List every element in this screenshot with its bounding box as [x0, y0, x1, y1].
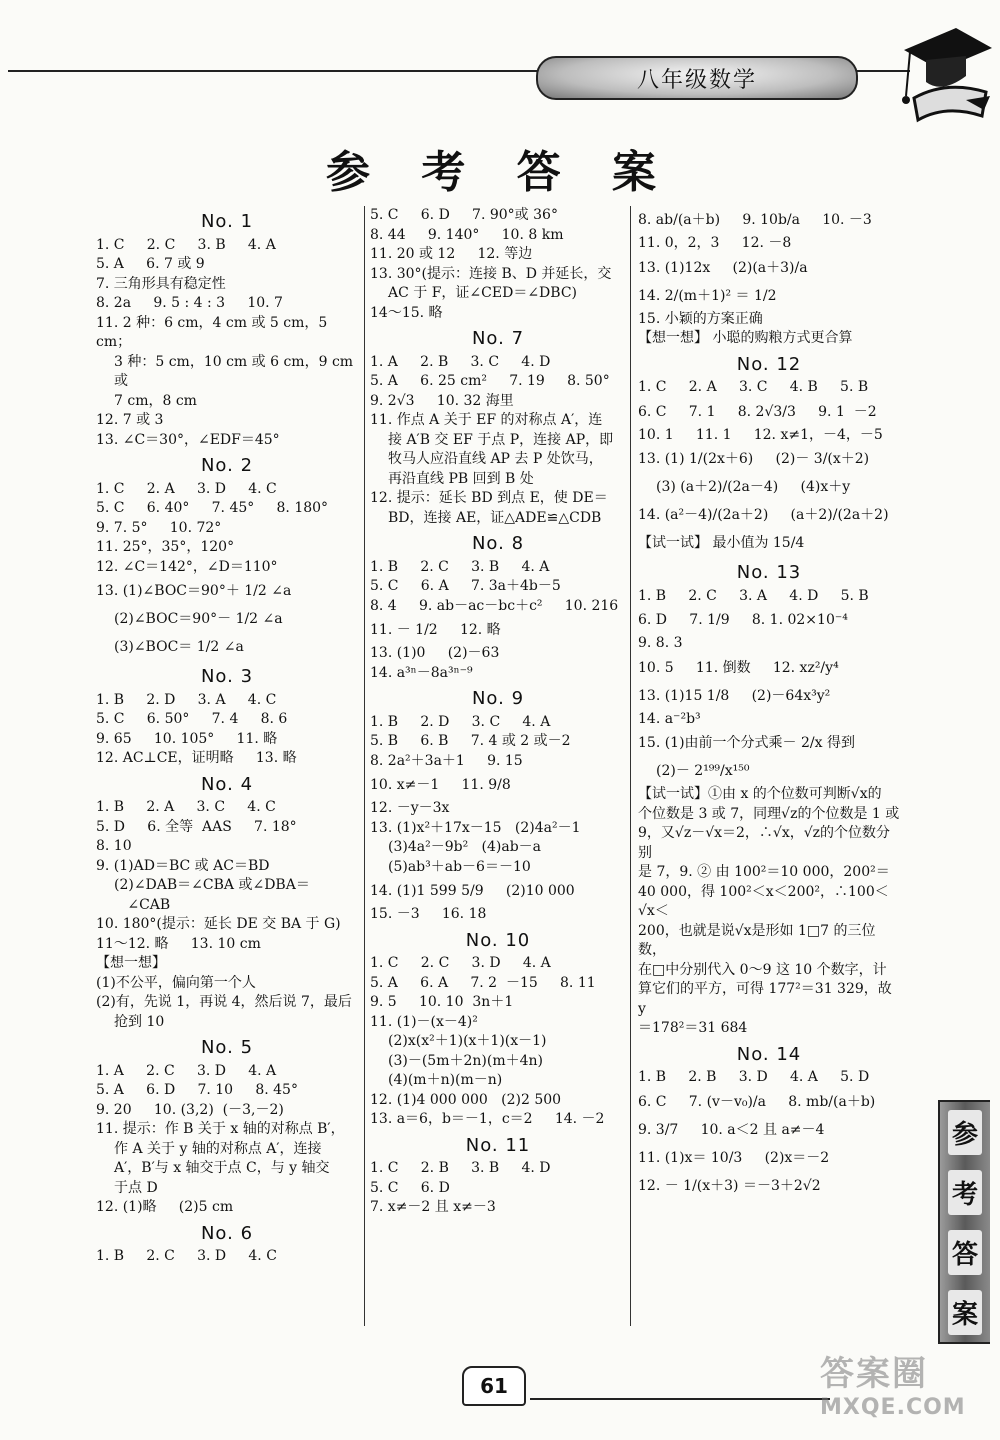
answer-line: 14. 2/(m＋1)² ＝ 1/2 [638, 287, 777, 304]
section-heading: No. 14 [736, 1043, 802, 1065]
answer-column-2 [370, 206, 626, 1218]
column-divider [630, 206, 631, 1326]
answer-line: (2)∠DAB＝∠CBA 或∠DBA＝ [114, 877, 310, 893]
answer-line: 10. 1 11. 1 12. x≠1，－4，－5 [638, 426, 883, 443]
section-heading: No. 7 [471, 328, 525, 349]
answer-line: 是 7，9. ② 由 100²＝10 000，200²＝ [638, 864, 890, 880]
answer-line: 【想一想】 [96, 955, 166, 971]
answer-line: 9. 2√3 10. 32 海里 [370, 392, 514, 409]
answer-line: 1. B 2. C 3. D 4. C [96, 1248, 277, 1264]
answer-line: 11. 提示：作 B 关于 x 轴的对称点 B′， [96, 1121, 345, 1137]
answer-line: 1. C 2. A 3. D 4. C [96, 480, 277, 497]
answer-line: 7 cm，8 cm [114, 392, 197, 409]
answer-line: 5. C 6. 40° 7. 45° 8. 180° [96, 500, 329, 516]
answer-line: 于点 D [114, 1179, 158, 1196]
answer-column-3 [638, 206, 900, 1200]
answer-line: (1)不公平，偏向第一个人 [96, 974, 256, 991]
answer-line: 9. 3/7 10. a＜2 且 a≠－4 [638, 1121, 825, 1138]
answer-line: 14. a³ⁿ－8a³ⁿ⁻⁹ [370, 664, 473, 681]
answer-line: 10. x≠－1 11. 9/8 [370, 777, 511, 793]
answer-line: 14. (1)1 599 5/9 (2)10 000 [370, 883, 575, 899]
section-heading: No. 8 [471, 533, 525, 554]
answer-line: (2)－ 2¹⁹⁹/x¹⁵⁰ [656, 763, 750, 779]
answer-line: 12. (1)略 (2)5 cm [96, 1199, 234, 1215]
answer-line: 【想一想】 小聪的购粮方式更合算 [638, 330, 853, 346]
answer-line: A′，B′与 x 轴交于点 C，与 y 轴交 [114, 1160, 330, 1176]
answer-line: 9. 8. 3 [638, 635, 683, 651]
section-heading: No. 2 [200, 455, 254, 476]
answer-line: (5)ab³＋ab－6＝－10 [388, 858, 531, 875]
answer-line: 8. ab/(a＋b) 9. 10b/a 10. －3 [638, 212, 872, 228]
header-rule-left [8, 70, 548, 72]
answer-line: 11. 20 或 12 12. 等边 [370, 246, 533, 262]
answer-line: 13. (1) 1/(2x＋6) (2)－ 3/(x＋2) [638, 451, 870, 467]
side-tab-char: 参 [948, 1110, 982, 1155]
answer-line: (2)∠BOC＝90°－ 1/2 ∠a [114, 611, 283, 627]
answer-line: 12. (1)4 000 000 (2)2 500 [370, 1091, 562, 1108]
answer-line: 6. C 7. (v－v₀)/a 8. mb/(a＋b) [638, 1093, 876, 1110]
answer-line: 13. ∠C＝30°，∠EDF＝45° [96, 431, 280, 448]
answer-line: 15. 小颖的方案正确 [638, 310, 763, 327]
answer-line: 6. C 7. 1 8. 2√3/3 9. 1 －2 [638, 403, 877, 420]
answer-line: 40 000，得 100²＜x＜200²，∴100＜√x＜ [638, 883, 889, 919]
answer-line: BD，连接 AE，证△ADE≌△CDB [388, 509, 602, 526]
answer-line: 5. A 6. D 7. 10 8. 45° [96, 1082, 298, 1098]
answer-line: 5. D 6. 全等 AAS 7. 18° [96, 818, 297, 835]
side-tab-char: 案 [948, 1290, 982, 1335]
answer-line: 1. B 2. D 3. A 4. C [96, 691, 277, 708]
answer-line: 200，也就是说√x是形如 1□7 的三位数， [638, 922, 876, 958]
answer-line: 14～15. 略 [370, 304, 443, 321]
answer-line: 算它们的平方，可得 177²＝31 329，故 y [638, 981, 897, 1017]
answer-line: 【试一试】 最小值为 15/4 [638, 535, 805, 551]
answer-line: 9. 5 10. 10 3n＋1 [370, 994, 514, 1010]
answer-line: 1. B 2. B 3. D 4. A 5. D [638, 1069, 870, 1085]
section-heading: No. 12 [736, 353, 802, 375]
answer-line: 8. 2a 9. 5 : 4 : 3 10. 7 [96, 295, 283, 311]
answer-line: 12. － 1/(x＋3) ＝－3＋2√2 [638, 1177, 821, 1194]
answer-line: 个位数是 3 或 7，同理√z的个位数是 1 或 [638, 805, 900, 822]
answer-line: 11. 25°，35°，120° [96, 539, 235, 555]
answer-line: 5. A 6. 7 或 9 [96, 256, 205, 272]
answer-line: 1. C 2. B 3. B 4. D [370, 1160, 551, 1176]
answer-line: 12. 提示：延长 BD 到点 E，使 DE＝ [370, 490, 608, 506]
answer-line: 9. 65 10. 105° 11. 略 [96, 730, 278, 747]
answer-line: 7. x≠－2 且 x≠－3 [370, 1199, 496, 1215]
answer-line: 【试一试】①由 x 的个位数可判断√x的 [638, 786, 882, 802]
section-heading: No. 13 [736, 562, 802, 583]
answer-line: 作 A 关于 y 轴的对称点 A′，连接 [114, 1140, 322, 1157]
answer-line: 1. C 2. A 3. C 4. B 5. B [638, 379, 869, 395]
graduation-cap-icon [896, 20, 994, 130]
answer-line: 12. 7 或 3 [96, 412, 164, 428]
answer-line: 15. (1)由前一个分式乘－ 2/x 得到 [638, 735, 855, 751]
answer-line: 11. (1)－(x－4)² [370, 1013, 478, 1030]
answer-line: 1. B 2. D 3. C 4. A [370, 713, 551, 730]
answer-line: 1. B 2. A 3. C 4. C [96, 799, 276, 815]
page-number: 61 [462, 1366, 526, 1406]
answer-line: 1. B 2. C 3. B 4. A [370, 558, 550, 575]
answer-line: (2)x(x²＋1)(x＋1)(x－1) [388, 1033, 547, 1049]
answer-line: 5. C 6. D 7. 90°或 36° [370, 207, 558, 223]
answer-line: 5. C 6. A 7. 3a＋4b－5 [370, 578, 561, 594]
side-tab-char: 考 [948, 1170, 982, 1215]
answer-line: ＝178²＝31 684 [638, 1020, 748, 1036]
answer-line: 7. 三角形具有稳定性 [96, 275, 226, 292]
answer-line: 9，又√z－√x＝2，∴√x，√z的个位数分别 [638, 825, 891, 861]
answer-line: 13. (1)15 1/8 (2)－64x³y² [638, 687, 831, 704]
answer-line: 12. －y－3x [370, 800, 450, 816]
answer-line: 9. (1)AD＝BC 或 AC＝BD [96, 857, 270, 874]
answer-line: 抢到 10 [114, 1013, 165, 1030]
answer-line: 5. C 6. D [370, 1179, 450, 1196]
answer-line: (4)(m＋n)(m－n) [388, 1072, 503, 1088]
answer-line: (2)有，先说 1，再说 4，然后说 7，最后 [96, 994, 352, 1010]
answer-line: 12. AC⊥CE，证明略 13. 略 [96, 750, 297, 766]
answer-line: 再沿直线 PB 回到 B 处 [388, 470, 534, 487]
section-heading: No. 10 [465, 929, 531, 951]
column-divider [364, 206, 365, 1326]
answer-line: 9. 20 10. (3,2) (－3,－2) [96, 1101, 284, 1118]
answer-line: (3)－(5m＋2n)(m＋4n) [388, 1052, 543, 1069]
section-heading: No. 11 [465, 1134, 531, 1156]
answer-line: 11. 2 种：6 cm，4 cm 或 5 cm，5 cm； [96, 314, 332, 350]
answer-line: 8. 44 9. 140° 10. 8 km [370, 226, 564, 243]
answer-line: 13. a＝6，b＝－1，c＝2 14. －2 [370, 1111, 605, 1127]
answer-line: 接 A′B 交 EF 于点 P，连接 AP，即 [388, 431, 614, 448]
footer-rule [530, 1398, 830, 1400]
answer-line: 11. 0，2，3 12. －8 [638, 235, 792, 251]
answer-line: 1. C 2. C 3. B 4. A [96, 236, 276, 253]
answer-line: 10. 5 11. 倒数 12. xz²/y⁴ [638, 659, 839, 676]
answer-line: (3)∠BOC＝ 1/2 ∠a [114, 639, 244, 655]
answer-line: 5. A 6. 25 cm² 7. 19 8. 50° [370, 373, 610, 389]
answer-line: (3) (a＋2)/(2a－4) (4)x＋y [656, 479, 851, 495]
side-tab-char: 答 [948, 1230, 982, 1275]
answer-line: 1. A 2. B 3. C 4. D [370, 353, 551, 370]
section-heading: No. 4 [200, 773, 254, 795]
answer-line: 14. (a²－4)/(2a＋2) (a＋2)/(2a＋2) [638, 507, 889, 523]
section-heading: No. 6 [200, 1222, 254, 1244]
answer-line: 14. a⁻²b³ [638, 710, 701, 727]
section-heading: No. 5 [200, 1037, 254, 1058]
answer-line: 11. 作点 A 关于 EF 的对称点 A′，连 [370, 412, 603, 428]
answer-line: 5. B 6. B 7. 4 或 2 或－2 [370, 733, 571, 749]
answer-line: ∠CAB [114, 896, 171, 913]
answer-line: 8. 2a²＋3a＋1 9. 15 [370, 752, 523, 769]
answer-line: 1. B 2. C 3. A 4. D 5. B [638, 587, 869, 604]
answer-line: 13. (1)x²＋17x－15 (2)4a²－1 [370, 819, 581, 836]
answer-line: 在□中分别代入 0～9 这 10 个数字，计 [638, 961, 887, 978]
answer-line: 13. 30°(提示：连接 B、D 并延长，交 [370, 265, 612, 282]
page-title: 参 考 答 案 [326, 147, 674, 198]
answer-line: 3 种：5 cm，10 cm 或 6 cm，9 cm 或 [114, 353, 358, 389]
answer-line: 1. C 2. C 3. D 4. A [370, 955, 551, 971]
section-heading: No. 3 [200, 666, 254, 687]
answer-line: 6. D 7. 1/9 8. 1. 02×10⁻⁴ [638, 612, 848, 628]
answer-line: 13. (1)∠BOC＝90°＋ 1/2 ∠a [96, 583, 292, 599]
answer-line: 1. A 2. C 3. D 4. A [96, 1062, 277, 1079]
answer-column-1 [96, 206, 358, 1267]
answer-line: 5. A 6. A 7. 2 －15 8. 11 [370, 974, 596, 991]
answer-line: 10. 180°(提示：延长 DE 交 BA 于 G) [96, 916, 341, 932]
answer-line: (3)4a²－9b² (4)ab－a [388, 839, 542, 855]
answer-line: 8. 10 [96, 838, 132, 854]
answer-line: 12. ∠C＝142°，∠D＝110° [96, 558, 278, 575]
side-tab [938, 1100, 990, 1344]
answer-line: 13. (1)0 (2)－63 [370, 645, 500, 661]
watermark [820, 1346, 990, 1436]
section-heading: No. 1 [200, 211, 254, 232]
answer-line: AC 于 F，证∠CED＝∠DBC) [388, 285, 577, 301]
answer-line: 11. (1)x＝ 10/3 (2)x＝－2 [638, 1149, 830, 1166]
answer-line: 11～12. 略 13. 10 cm [96, 935, 261, 952]
subject-banner: 八年级数学 [536, 56, 858, 100]
answer-line: 9. 7. 5° 10. 72° [96, 519, 222, 536]
answer-line: 牧马人应沿直线 AP 去 P 处饮马， [388, 451, 603, 467]
answer-line: 8. 4 9. ab－ac－bc＋c² 10. 216 [370, 597, 619, 614]
section-heading: No. 9 [471, 688, 525, 709]
watermark-line-1: 答案圈 [820, 1354, 928, 1394]
answer-line: 11. － 1/2 12. 略 [370, 622, 501, 638]
answer-line: 15. －3 16. 18 [370, 906, 487, 922]
answer-line: 5. C 6. 50° 7. 4 8. 6 [96, 711, 288, 727]
watermark-line-2: MXQE.COM [820, 1395, 966, 1420]
answer-line: 13. (1)12x (2)(a＋3)/a [638, 259, 808, 276]
